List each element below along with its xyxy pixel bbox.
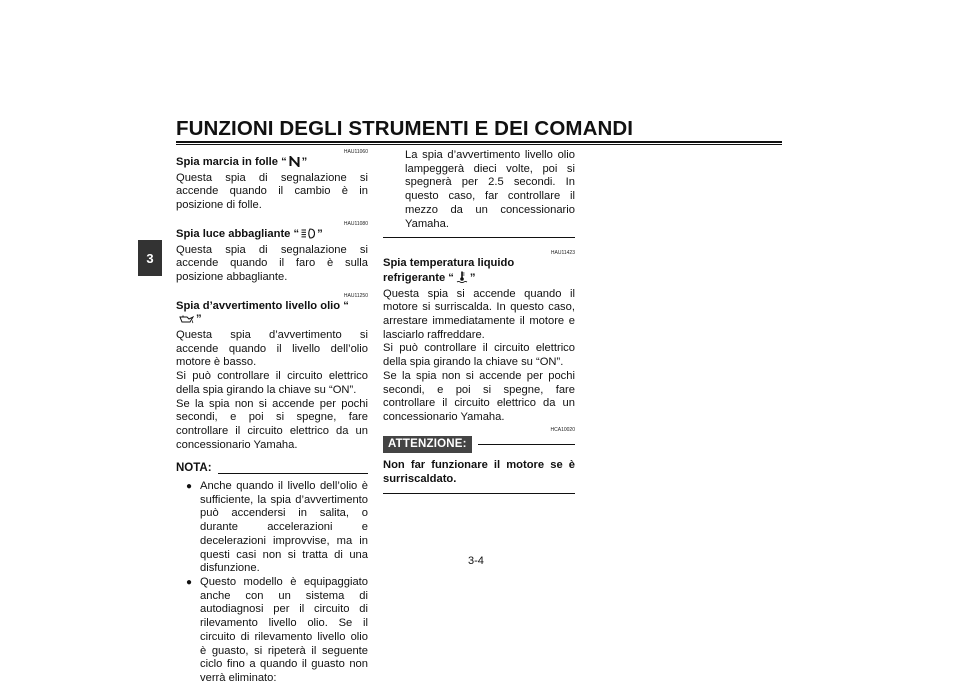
section-code: HAU11250 [343, 292, 368, 299]
caution-rule [478, 444, 575, 445]
section-code: HAU11080 [343, 220, 368, 227]
heading-text: Spia luce abbagliante “ [176, 227, 300, 240]
oil-body-3: Se la spia non si accende per pochi secondi, e poi si spegne, fare controllare il circuito elettrico da un concessionario Yamaha. [176, 397, 368, 451]
page-number: 3-4 [468, 555, 484, 567]
section-tab: 3 [138, 240, 162, 276]
neutral-heading [176, 156, 368, 172]
low-beam-body: Questa spia di segnalazione si accende quando il faro è sulla posizione abbagliante. [176, 243, 368, 283]
coolant-temperature-icon [456, 271, 468, 288]
section-divider [383, 237, 575, 238]
headlight-beam-icon [301, 228, 315, 244]
nota-label: NOTA: [176, 462, 212, 475]
caution-header [383, 436, 575, 454]
nota-bullet [176, 576, 368, 686]
caution-end-rule [383, 493, 575, 494]
heading-text: refrigerante “ [383, 271, 454, 284]
oil-can-icon [178, 314, 194, 329]
title-rule-thin [176, 144, 782, 145]
section-code: HAU11060 [343, 149, 368, 155]
coolant-body-1: Questa spia si accende quando il motore si surriscalda. In questo caso, arrestare immediatamente il motore e lasciarlo raffreddare. [383, 287, 575, 341]
low-beam-heading [176, 228, 368, 244]
coolant-body-3: Se la spia non si accende per pochi secondi, e poi si spegne, fare controllare il circuito elettrico da un concessionario Yamaha. [383, 369, 575, 423]
nota-rule [218, 473, 368, 474]
neutral-n-icon [289, 156, 300, 172]
section-code: HAU11423 [550, 250, 575, 257]
oil-heading [176, 300, 368, 329]
bullet-icon: ● [186, 576, 193, 588]
oil-body-1: Questa spia d’avvertimento si accende quando il livello dell’olio motore è basso. [176, 329, 368, 369]
left-column [176, 149, 368, 686]
nota-bullet [176, 480, 368, 576]
bullet-text: Questo modello è equipaggiato anche con un sistema di autodiagnosi per il circuito di rilevamento livello olio. Se il circuito di rilevamento livello olio è guasto, si ripeterà il seguente ciclo fino a quando il guasto non verrà eliminato: [200, 575, 368, 684]
bullet-text: Anche quando il livello dell’olio è sufficiente, la spia d’avvertimento può accendersi in salita, o durante accelerazioni e decelerazioni improvvise, ma in questi casi non si tratta di una disfunzione. [200, 480, 368, 575]
nota-header [176, 462, 368, 476]
heading-text-end: ” [469, 271, 476, 284]
heading-text-end: ” [301, 156, 308, 168]
oil-continuation: La spia d’avvertimento livello olio lampeggerà dieci volte, poi si spegnerà per 2.5 secondi. In questo caso, far controllare il mezzo da un concessionario Yamaha. [405, 149, 575, 230]
oil-body-2: Si può controllare il circuito elettrico della spia girando la chiave su “ON”. [176, 370, 368, 396]
right-column [383, 149, 575, 498]
bullet-icon: ● [186, 481, 193, 493]
coolant-heading-line2 [383, 271, 575, 288]
section-code: HCA10020 [550, 426, 575, 433]
neutral-body: Questa spia di segnalazione si accende quando il cambio è in posizione di folle. [176, 171, 368, 212]
heading-text-end: ” [317, 227, 323, 240]
heading-text: Spia marcia in folle “ [176, 156, 287, 168]
coolant-heading-line1: Spia temperatura liquido [383, 257, 515, 270]
page-title: FUNZIONI DEGLI STRUMENTI E DEI COMANDI [176, 117, 634, 140]
caution-text: Non far funzionare il motore se è surriscaldato. [383, 459, 575, 486]
heading-text-end: ” [196, 313, 202, 326]
caution-badge: ATTENZIONE: [383, 436, 472, 454]
heading-text: Spia d’avvertimento livello olio “ [176, 299, 349, 312]
title-rule [176, 141, 782, 143]
coolant-body-2: Si può controllare il circuito elettrico della spia girando la chiave su “ON”. [383, 342, 575, 369]
